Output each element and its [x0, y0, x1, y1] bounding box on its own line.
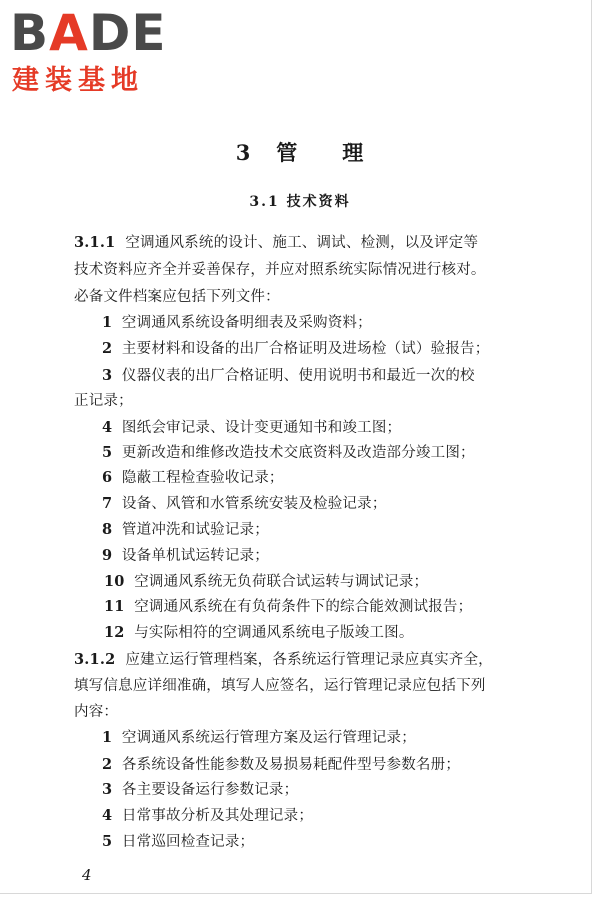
list-item: 7 设备、风管和水管系统安装及检验记录； [102, 495, 387, 512]
list-item: 4 日常事故分析及其处理记录； [102, 807, 314, 824]
list-item: 1 空调通风系统设备明细表及采购资料； [102, 314, 372, 331]
clause-3-1-1-line-3: 必备文件档案应包括下列文件： [74, 289, 280, 305]
clause-3-1-1-line-2: 技术资料应齐全并妥善保存，并应对照系统实际情况进行核对。 [74, 262, 486, 278]
list-item: 5 更新改造和维修改造技术交底资料及改造部分竣工图； [102, 444, 475, 461]
logo-subtitle: 建装基地 [12, 65, 144, 96]
bade-logo [10, 4, 180, 98]
page-number: 4 [82, 866, 92, 884]
logo-wordmark: BADE [10, 4, 167, 62]
list-item: 3 各主要设备运行参数记录； [102, 781, 299, 798]
chapter-title: 3 管 理 [235, 140, 365, 165]
list-item: 10 空调通风系统无负荷联合试运转与调试记录； [104, 573, 429, 590]
clause-3-1-2-line-2: 填写信息应详细准确，填写人应签名，运行管理记录应包括下列 [74, 678, 486, 694]
clause-3-1-2-line-1: 3.1.2 应建立运行管理档案，各系统运行管理记录应真实齐全， [74, 651, 493, 668]
list-item: 8 管道冲洗和试验记录； [102, 521, 269, 538]
list-item-continuation: 正记录； [74, 393, 133, 409]
list-item: 6 隐蔽工程检查验收记录； [102, 469, 284, 486]
list-item: 9 设备单机试运转记录； [102, 547, 269, 564]
list-item: 1 空调通风系统运行管理方案及运行管理记录； [102, 729, 416, 746]
list-item: 5 日常巡回检查记录； [102, 833, 255, 850]
clause-3-1-2-line-3: 内容： [74, 704, 119, 720]
section-title: 3.1 技术资料 [249, 194, 351, 210]
list-item: 4 图纸会审记录、设计变更通知书和竣工图； [102, 419, 402, 436]
list-item: 3 仪器仪表的出厂合格证明、使用说明书和最近一次的校 [102, 367, 475, 384]
clause-3-1-1-line-1: 3.1.1 空调通风系统的设计、施工、调试、检测，以及评定等 [74, 234, 479, 251]
list-item: 11 空调通风系统在有负荷条件下的综合能效测试报告； [104, 598, 473, 615]
list-item: 2 主要材料和设备的出厂合格证明及进场检（试）验报告； [102, 340, 490, 357]
list-item: 12 与实际相符的空调通风系统电子版竣工图。 [104, 624, 414, 641]
list-item: 2 各系统设备性能参数及易损易耗配件型号参数名册； [102, 756, 461, 773]
